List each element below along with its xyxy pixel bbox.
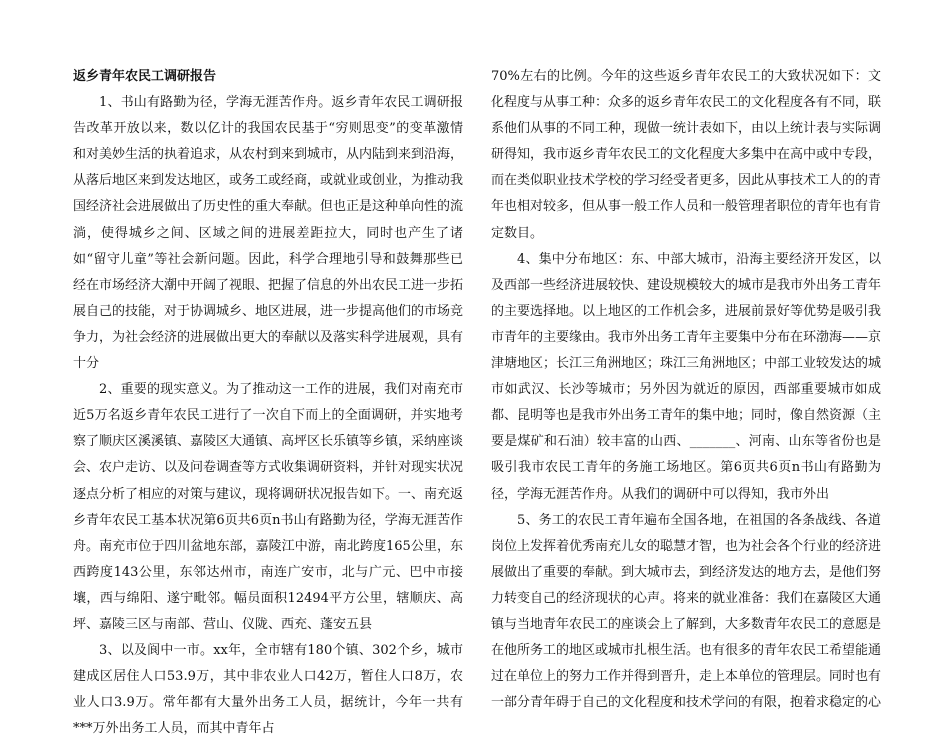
right-column [491, 64, 881, 716]
paragraph-3: 3、以及阆中一市。xx年，全市辖有180个镇、302个乡，城市建成区居住人口53.9万，其中非农业人口42万，暂住人口8万，农业人口3.9万。常年都有大量外出务工人员，据统计，今年一共有***万外出务工人员，而其中青年占 [73, 643, 463, 737]
paragraph-3-continuation: 70%左右的比例。今年的这些返乡青年农民工的大致状况如下：文化程度与从事工种：众多的返乡青年农民工的文化程度各有不同，联系他们从事的不同工种，现做一统计表如下，由以上统计表与实际调研得知，我市返乡青年农民工的文化程度大多集中在高中或中专段，而在类似职业技术学校的学习经受者更多，因此从事技术工人的的青年也相对较多，但从事一般工作人员和一般管理者职位的青年也有肯定数目。 [491, 69, 882, 241]
paragraph-2: 2、重要的现实意义。为了推动这一工作的进展，我们对南充市近5万名返乡青年农民工进行了一次自下而上的全面调研，并实地考察了顺庆区溪溪镇、嘉陵区大通镇、高坪区长乐镇等乡镇，采纳座谈会、农户走访、以及问卷调查等方式收集调研资料，并针对现实状况逐点分析了相应的对策与建议，现将调研状况报告如下。一、南充返乡青年农民工基本状况第6页共6页n书山有路勤为径，学海无涯苦作舟。南充市位于四川盆地东部，嘉陵江中游，南北跨度165公里，东西跨度143公里，东邻达州市，南连广安市，北与广元、巴中市接壤，西与绵阳、遂宁毗邻。幅员面积12494平方公里，辖顺庆、高坪、嘉陵三区与南部、营山、仪陇、西充、蓬安五县 [73, 382, 464, 632]
left-column [73, 64, 463, 742]
paragraph-1: 1、书山有路勤为径，学海无涯苦作舟。返乡青年农民工调研报告改革开放以来，数以亿计的我国农民基于“穷则思变”的变革激情和对美妙生活的执着追求，从农村到来到城市，从内陆到来到沿海，从落后地区来到发达地区，或务工或经商，或就业或创业，为推动我国经济社会进展做出了历史性的重大奉献。但也正是这种单向性的流淌，使得城乡之间、区域之间的进展差距拉大，同时也产生了诸如“留守儿童”等社会新问题。因此，科学合理地引导和鼓舞那些已经在市场经济大潮中开阔了视眼、把握了信息的外出农民工进一步拓展自己的技能，对于协调城乡、地区进展，进一步提高他们的市场竞争力，为社会经济的进展做出更大的奉献以及落实科学进展观，具有十分 [73, 95, 464, 372]
paragraph-5: 5、务工的农民工青年遍布全国各地，在祖国的各条战线、各道岗位上发挥着优秀南充儿女的聪慧才智，也为社会各个行业的经济进展做出了重要的奉献。到大城市去，到经济发达的地方去，是他们努力转变自己的经济现状的心声。将来的就业准备：我们在嘉陵区大通镇与当地青年农民工的座谈会上了解到，大多数青年农民工的意愿是在他所务工的地区或城市扎根生活。也有很多的青年农民工希望能通过在单位上的努力工作并得到晋升，走上本单位的管理层。同时也有一部分青年碍于自己的文化程度和技术学问的有限，抱着求稳定的心 [491, 512, 882, 711]
document-title: 返乡青年农民工调研报告 [73, 69, 217, 84]
paragraph-4: 4、集中分布地区：东、中部大城市，沿海主要经济开发区，以及西部一些经济进展较快、建设规模较大的城市是我市外出务工青年的主要选择地。以上地区的工作机会多，进展前景好等优势是吸引我市青年的主要缘由。我市外出务工青年主要集中分布在环渤海——京津塘地区；长江三角洲地区；珠江三角洲地区；中部工业较发达的城市如武汉、长沙等城市；另外因为就近的原因，西部重要城市如成都、昆明等也是我市外出务工青年的集中地；同时，像自然资源（主要是煤矿和石油）较丰富的山西、_______、河南、山东等省份也是吸引我市农民工青年的务施工场地区。第6页共6页n书山有路勤为径，学海无涯苦作舟。从我们的调研中可以得知，我市外出 [491, 251, 882, 502]
